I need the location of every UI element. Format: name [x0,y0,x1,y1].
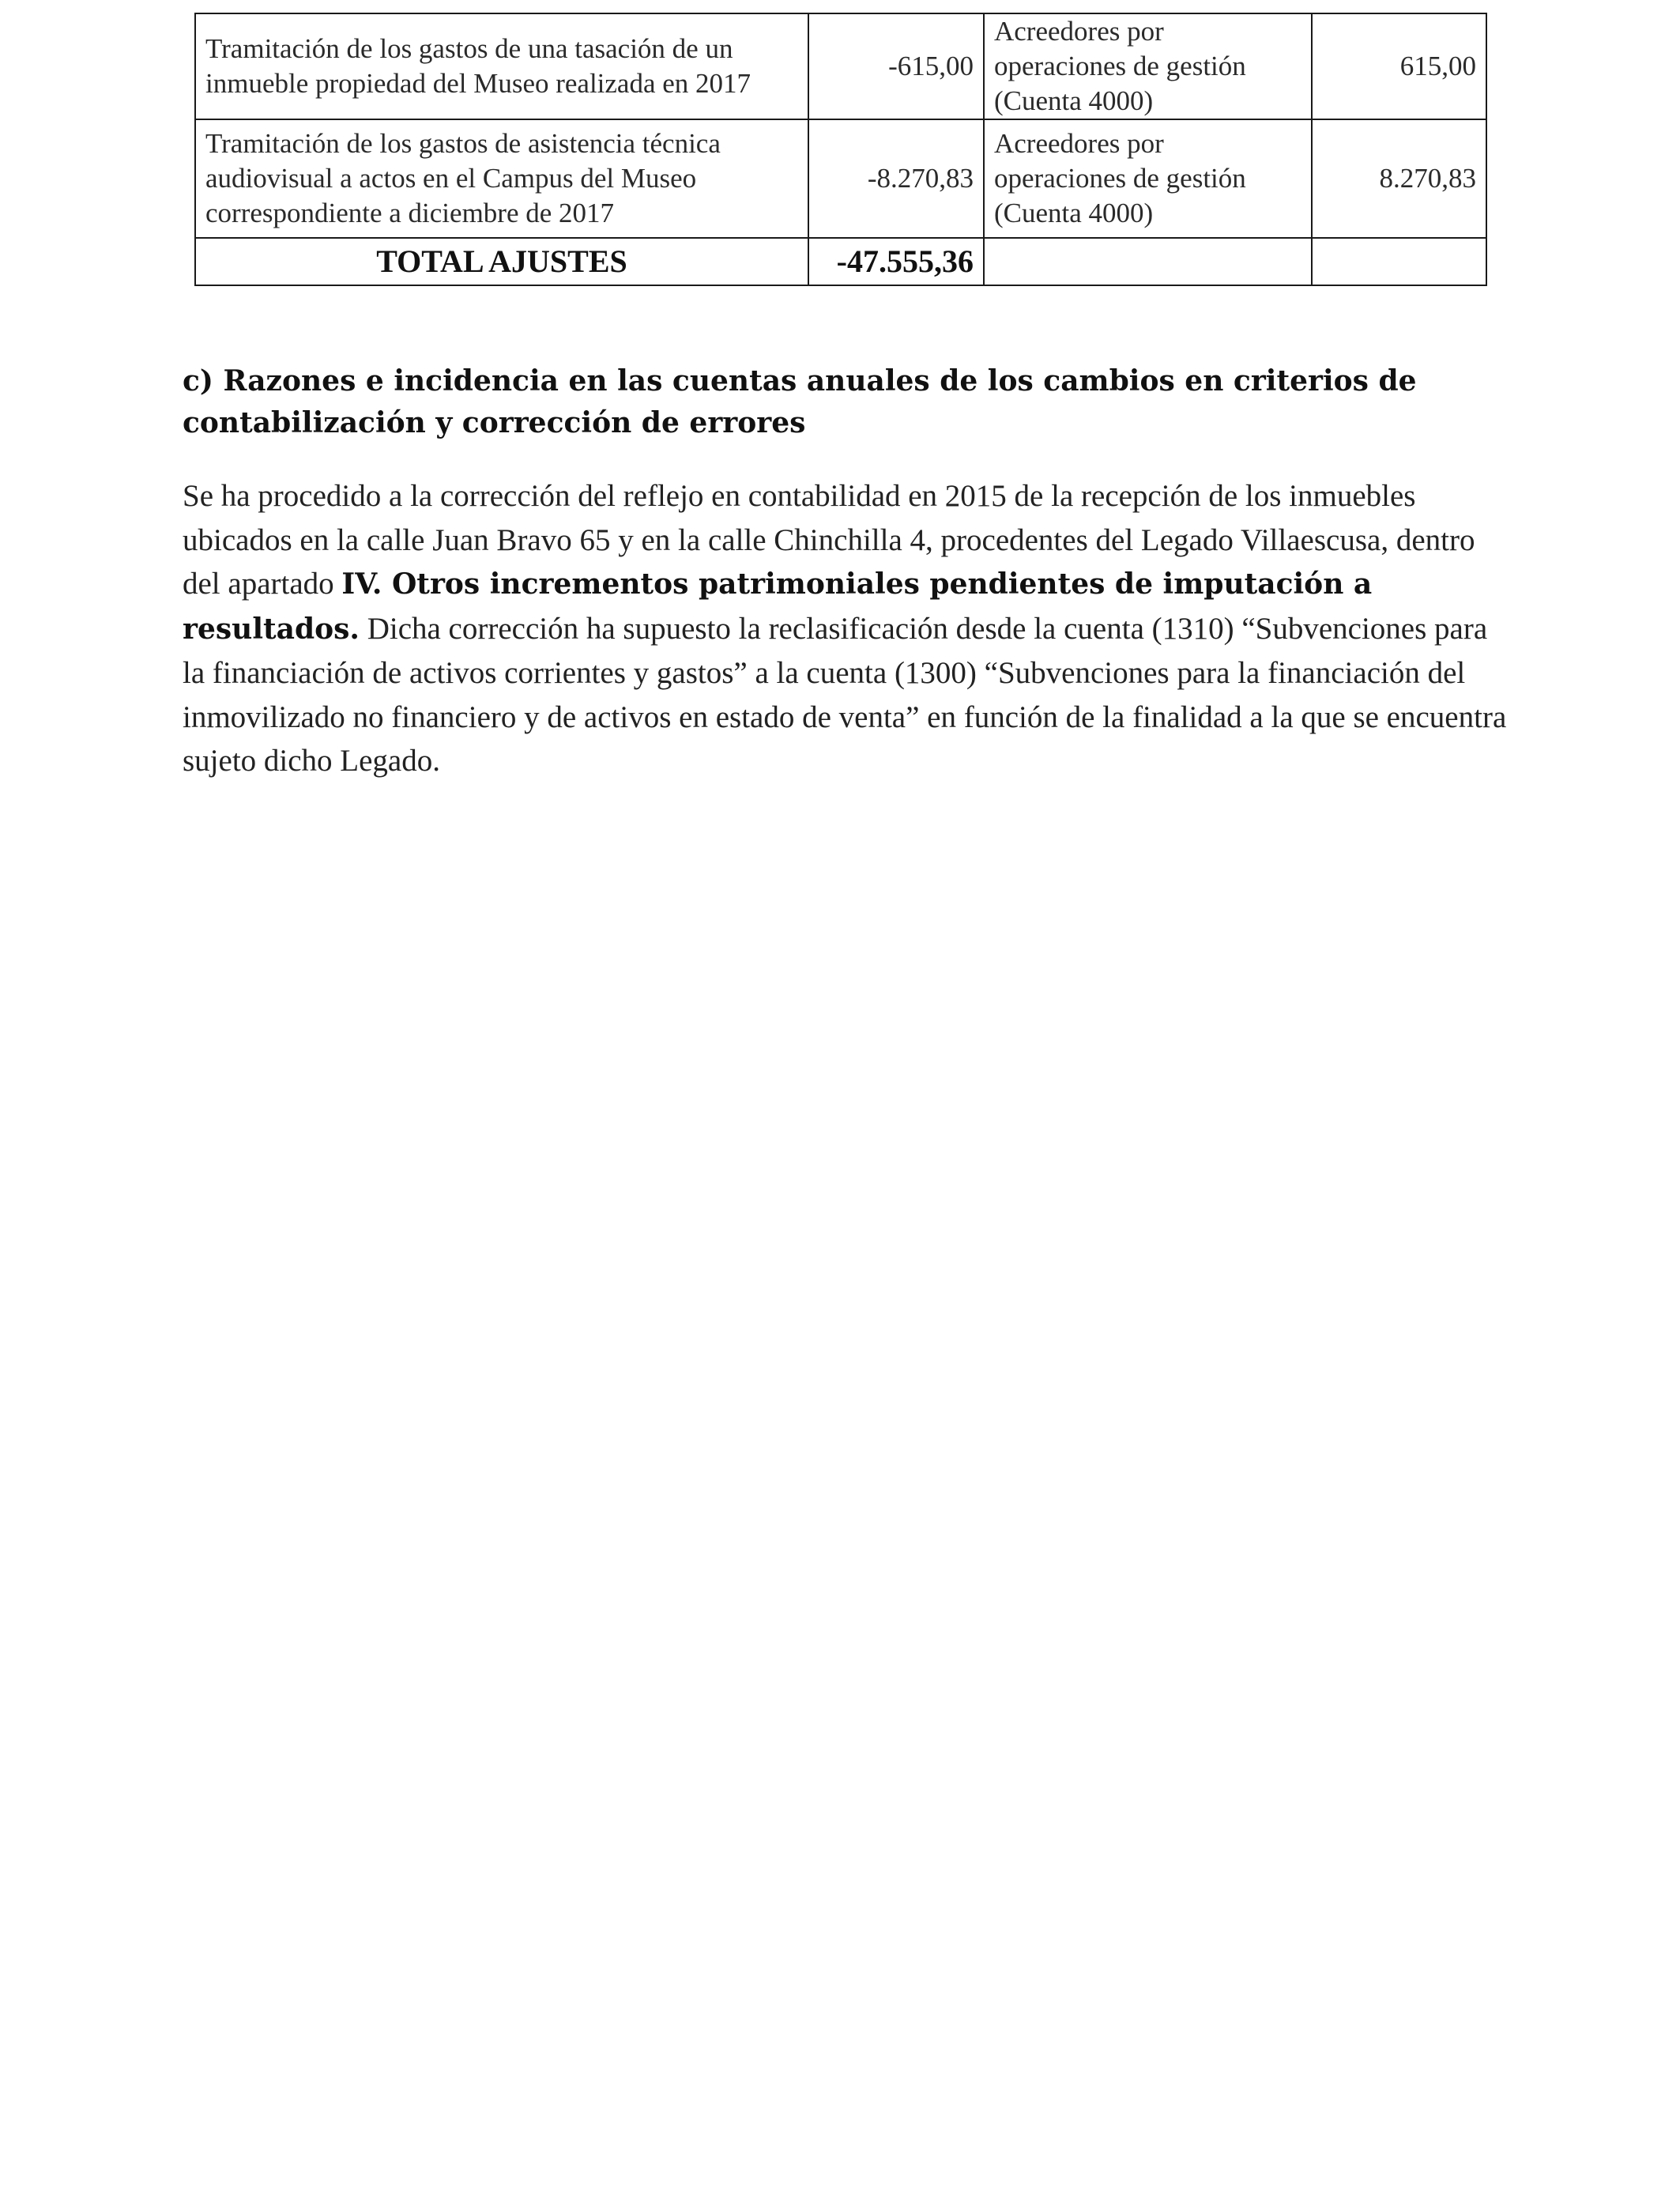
counterpart-account: Acreedores por operaciones de gestión (Cuenta 4000) [984,119,1312,238]
paragraph-text: Dicha corrección ha supuesto la reclasificación desde la cuenta (1310) “Subvenciones para la financiación de activos corrientes y gastos” a la cuenta (1300) “Subvenciones para la financiación del inmovilizado no financiero y de activos en estado de venta” en función de la finalidad a la que se encuentra sujeto dicho Legado. [183,611,1507,778]
total-row [195,238,1486,285]
adjustment-description: Tramitación de los gastos de asistencia técnica audiovisual a actos en el Campus del Museo correspondiente a diciembre de 2017 [195,119,808,238]
paragraph-bold-reference: IV. Otros incrementos patrimoniales pendientes de imputación a resultados. [183,567,1373,646]
adjustments-table [194,13,1487,286]
adjustment-description: Tramitación de los gastos de una tasación de un inmueble propiedad del Museo realizada en 2017 [195,13,808,119]
adjustment-amount: -8.270,83 [808,119,984,238]
counterpart-amount: 8.270,83 [1312,119,1486,238]
adjustment-amount: -615,00 [808,13,984,119]
counterpart-amount: 615,00 [1312,13,1486,119]
table-row [195,13,1486,119]
section-heading: c) Razones e incidencia en las cuentas anuales de los cambios en criterios de contabilización y corrección de errores [183,364,1417,439]
total-label: TOTAL AJUSTES [195,238,808,285]
empty-cell [984,238,1312,285]
counterpart-account: Acreedores por operaciones de gestión (Cuenta 4000) [984,13,1312,119]
total-amount: -47.555,36 [808,238,984,285]
paragraph-text: Se ha procedido a la corrección del reflejo en contabilidad en 2015 de la recepción de los inmuebles ubicados en la calle Juan Bravo 65 y en la calle Chinchilla 4, procedentes del Legado Villaescusa, dentro del apartado [183,479,1475,601]
empty-cell [1312,238,1486,285]
section-paragraph [183,474,1510,783]
table-row [195,119,1486,238]
